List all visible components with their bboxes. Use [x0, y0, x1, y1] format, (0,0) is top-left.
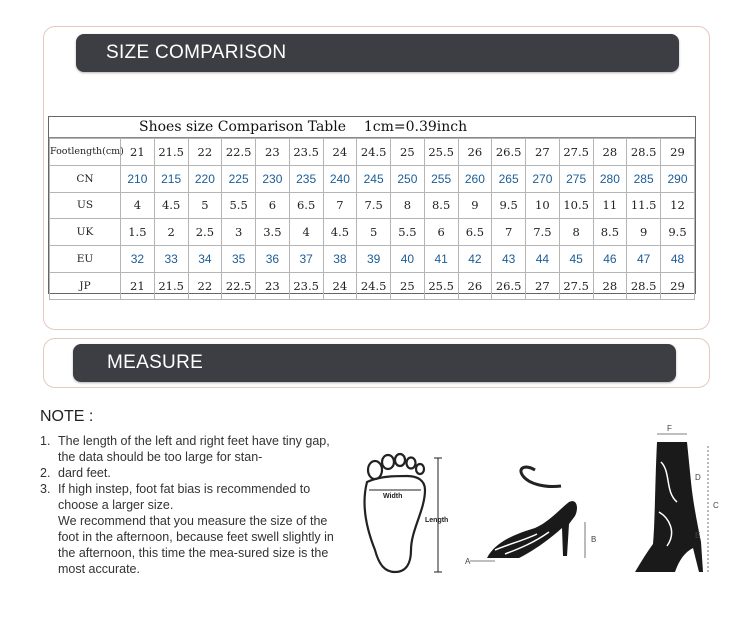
boot-body-icon	[635, 442, 703, 572]
table-cell: 290	[661, 165, 695, 192]
table-cell: 6.5	[458, 219, 492, 246]
note-text: If high instep, foot fat bias is recommended to choose a larger size.	[58, 482, 311, 512]
table-cell: 21	[121, 272, 155, 299]
size-table-grid	[49, 138, 695, 300]
note-item	[40, 433, 340, 465]
table-cell: 26.5	[492, 272, 526, 299]
table-cell: 26	[458, 272, 492, 299]
boot-label-e: E	[695, 531, 701, 540]
table-cell: 210	[121, 165, 155, 192]
table-cell: 225	[222, 165, 256, 192]
table-cell: 9.5	[492, 192, 526, 219]
table-cell: 11	[593, 192, 627, 219]
table-cell: 24	[323, 272, 357, 299]
table-cell: 6.5	[289, 192, 323, 219]
table-cell: 270	[526, 165, 560, 192]
table-cell: 5.5	[391, 219, 425, 246]
shoe-body-icon	[487, 501, 577, 558]
note-item	[40, 481, 340, 513]
table-row	[50, 139, 695, 166]
table-cell: 25.5	[424, 139, 458, 166]
heel-label-b: B	[591, 535, 597, 544]
table-cell: 9	[458, 192, 492, 219]
table-cell: 24.5	[357, 139, 391, 166]
table-cell: 3	[222, 219, 256, 246]
table-cell: 26.5	[492, 139, 526, 166]
table-cell: 23	[256, 272, 290, 299]
table-cell: 28	[593, 139, 627, 166]
table-cell: 4.5	[154, 192, 188, 219]
table-row	[50, 246, 695, 273]
table-cell: 285	[627, 165, 661, 192]
row-label: Footlength(cm)	[50, 139, 121, 166]
table-cell: 8	[391, 192, 425, 219]
table-cell: 7	[323, 192, 357, 219]
table-cell: 235	[289, 165, 323, 192]
size-comparison-header: SIZE COMPARISON	[76, 34, 679, 72]
table-cell: 7	[492, 219, 526, 246]
note-text: The length of the left and right feet have tiny gap, the data should be too large for stan-	[58, 434, 330, 464]
note-number: 1.	[40, 434, 51, 448]
row-label: EU	[50, 246, 121, 273]
foot-length-label: Length	[425, 517, 449, 524]
table-cell: 47	[627, 246, 661, 273]
table-cell: 2.5	[188, 219, 222, 246]
table-cell: 39	[357, 246, 391, 273]
table-cell: 25	[391, 272, 425, 299]
table-cell: 255	[424, 165, 458, 192]
toe-icon	[395, 454, 405, 466]
table-cell: 22.5	[222, 272, 256, 299]
row-label: US	[50, 192, 121, 219]
table-row	[50, 272, 695, 299]
table-cell: 9	[627, 219, 661, 246]
table-cell: 28	[593, 272, 627, 299]
table-cell: 10.5	[559, 192, 593, 219]
table-cell: 22	[188, 139, 222, 166]
row-label: JP	[50, 272, 121, 299]
table-cell: 4	[289, 219, 323, 246]
toe-icon	[407, 458, 416, 469]
table-cell: 23	[256, 139, 290, 166]
table-cell: 12	[661, 192, 695, 219]
table-cell: 21.5	[154, 139, 188, 166]
table-cell: 36	[256, 246, 290, 273]
table-cell: 280	[593, 165, 627, 192]
table-cell: 44	[526, 246, 560, 273]
boot-illustration	[615, 422, 730, 582]
table-cell: 38	[323, 246, 357, 273]
note-text: dard feet.	[58, 466, 111, 480]
toe-icon	[416, 464, 424, 474]
table-cell: 28.5	[627, 272, 661, 299]
table-cell: 21	[121, 139, 155, 166]
boot-label-c: C	[713, 501, 719, 510]
table-row	[50, 165, 695, 192]
note-extra: We recommend that you measure the size of the foot in the afternoon, because feet swell slightly in the afternoon, this time the mea-sured size is the most accurate.	[58, 514, 334, 576]
table-cell: 4	[121, 192, 155, 219]
table-cell: 5.5	[222, 192, 256, 219]
table-cell: 32	[121, 246, 155, 273]
note-list	[40, 433, 340, 577]
table-cell: 41	[424, 246, 458, 273]
table-cell: 240	[323, 165, 357, 192]
table-cell: 220	[188, 165, 222, 192]
table-cell: 7.5	[357, 192, 391, 219]
foot-measure-illustration	[355, 450, 455, 580]
table-cell: 8.5	[424, 192, 458, 219]
row-label: UK	[50, 219, 121, 246]
table-cell: 275	[559, 165, 593, 192]
table-cell: 215	[154, 165, 188, 192]
table-cell: 24.5	[357, 272, 391, 299]
note-number: 2.	[40, 466, 51, 480]
table-cell: 35	[222, 246, 256, 273]
table-cell: 45	[559, 246, 593, 273]
table-cell: 245	[357, 165, 391, 192]
table-cell: 42	[458, 246, 492, 273]
ankle-strap-icon	[521, 467, 561, 486]
table-cell: 33	[154, 246, 188, 273]
table-cell: 21.5	[154, 272, 188, 299]
note-title: NOTE :	[40, 408, 94, 425]
table-cell: 1.5	[121, 219, 155, 246]
boot-label-f: F	[667, 424, 672, 433]
toe-icon	[382, 455, 394, 469]
size-table	[48, 116, 696, 294]
table-cell: 24	[323, 139, 357, 166]
table-cell: 250	[391, 165, 425, 192]
measure-header: MEASURE	[73, 344, 676, 382]
table-cell: 48	[661, 246, 695, 273]
heel-illustration	[465, 462, 605, 574]
table-cell: 11.5	[627, 192, 661, 219]
table-cell: 265	[492, 165, 526, 192]
table-cell: 5	[188, 192, 222, 219]
table-cell: 29	[661, 139, 695, 166]
table-cell: 43	[492, 246, 526, 273]
table-cell: 22.5	[222, 139, 256, 166]
table-cell: 27	[526, 272, 560, 299]
table-cell: 5	[357, 219, 391, 246]
table-cell: 4.5	[323, 219, 357, 246]
table-cell: 7.5	[526, 219, 560, 246]
table-cell: 26	[458, 139, 492, 166]
note-number: 3.	[40, 482, 51, 496]
table-cell: 27	[526, 139, 560, 166]
size-table-title: Shoes size Comparison Table 1cm=0.39inch	[49, 117, 695, 138]
table-cell: 34	[188, 246, 222, 273]
row-label: CN	[50, 165, 121, 192]
table-cell: 260	[458, 165, 492, 192]
table-cell: 22	[188, 272, 222, 299]
table-cell: 230	[256, 165, 290, 192]
table-cell: 6	[424, 219, 458, 246]
table-cell: 28.5	[627, 139, 661, 166]
table-cell: 40	[391, 246, 425, 273]
table-cell: 8	[559, 219, 593, 246]
table-cell: 23.5	[289, 272, 323, 299]
note-item	[40, 465, 340, 481]
table-cell: 3.5	[256, 219, 290, 246]
table-cell: 2	[154, 219, 188, 246]
heel-label-a: A	[465, 557, 471, 566]
table-cell: 27.5	[559, 139, 593, 166]
table-cell: 25	[391, 139, 425, 166]
foot-width-label: Width	[383, 493, 403, 500]
table-row	[50, 192, 695, 219]
table-cell: 10	[526, 192, 560, 219]
table-cell: 46	[593, 246, 627, 273]
table-cell: 23.5	[289, 139, 323, 166]
table-cell: 27.5	[559, 272, 593, 299]
table-cell: 37	[289, 246, 323, 273]
table-cell: 8.5	[593, 219, 627, 246]
table-cell: 6	[256, 192, 290, 219]
toe-icon	[368, 461, 382, 479]
table-cell: 9.5	[661, 219, 695, 246]
boot-label-d: D	[695, 473, 701, 482]
table-row	[50, 219, 695, 246]
table-cell: 29	[661, 272, 695, 299]
table-cell: 25.5	[424, 272, 458, 299]
